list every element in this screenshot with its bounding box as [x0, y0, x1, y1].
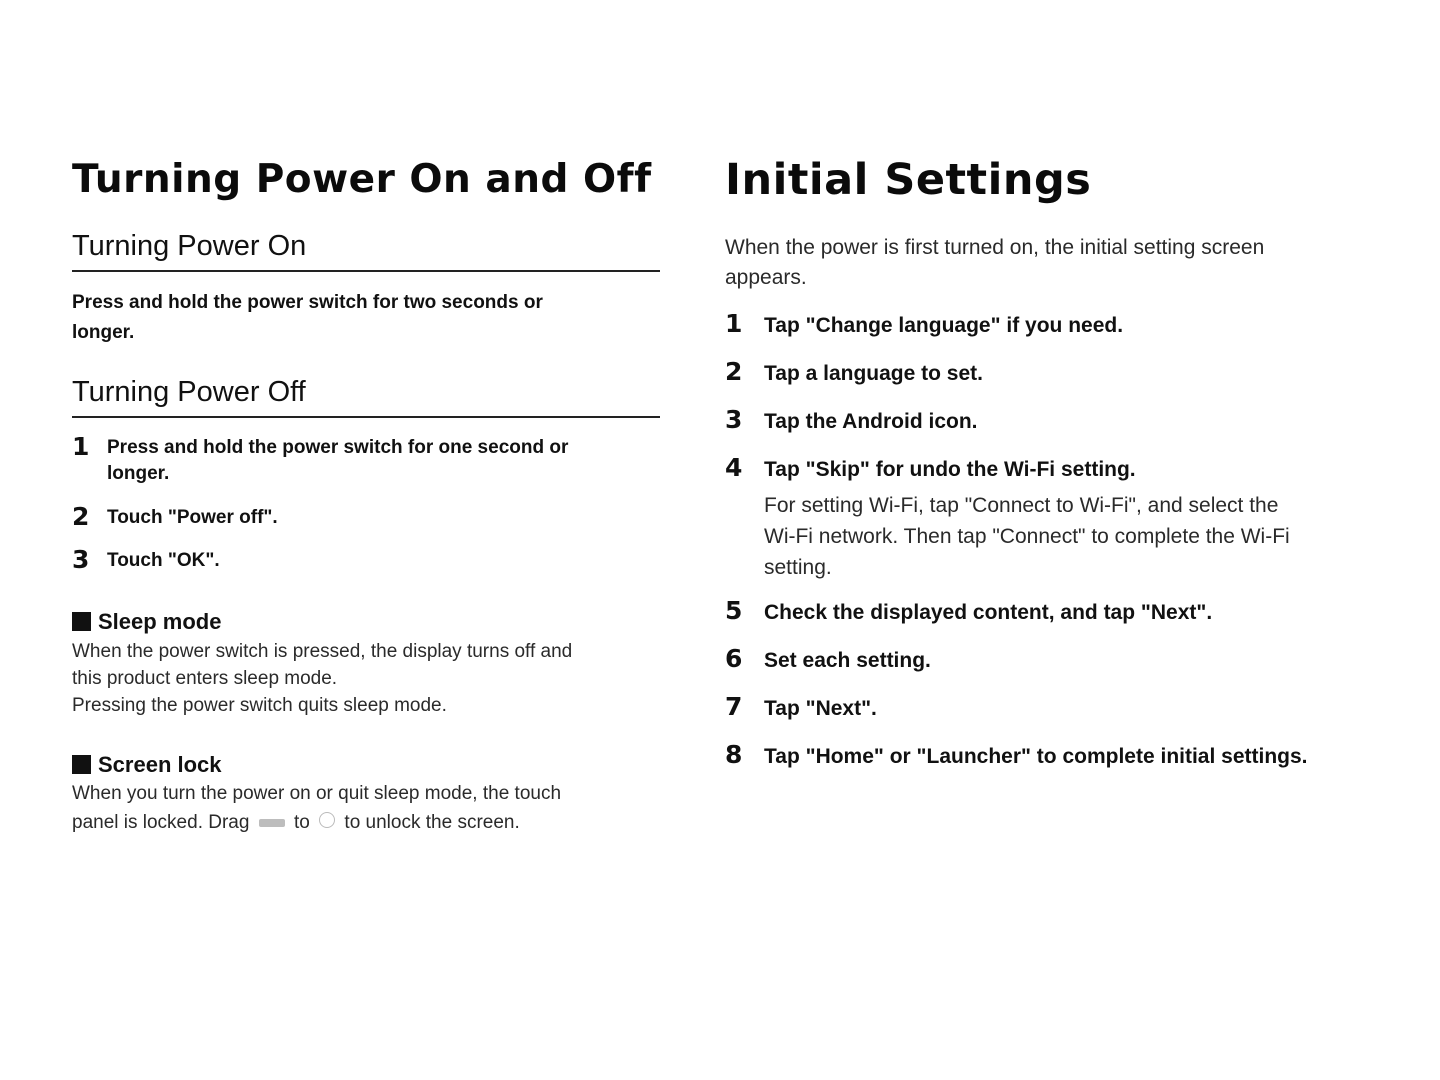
step-number: 3 [72, 545, 90, 574]
power-on-text-line: longer. [72, 322, 135, 343]
step-number: 2 [72, 502, 90, 531]
step-text: Touch "OK". [107, 550, 220, 571]
sleep-mode-heading-text: Sleep mode [98, 609, 222, 634]
screen-lock-line: When you turn the power on or quit sleep mode, the touch [72, 783, 562, 804]
screen-lock-text-part: panel is locked. Drag [72, 812, 250, 833]
initial-settings-intro [725, 233, 1405, 293]
step-detail-line: Wi-Fi network. Then tap "Connect" to complete the Wi-Fi [764, 525, 1290, 548]
slider-handle-icon [259, 819, 285, 827]
screen-lock-text-part: to unlock the screen. [344, 812, 520, 833]
heading-power-on: Turning Power On [72, 230, 660, 272]
sleep-mode-line: this product enters sleep mode. [72, 668, 338, 689]
step-number: 1 [725, 309, 743, 338]
step-number: 4 [725, 453, 743, 482]
step-number: 8 [725, 740, 743, 769]
step-number: 5 [725, 596, 743, 625]
step-text [107, 435, 647, 487]
screen-lock-heading [72, 752, 222, 778]
step-text: Tap "Next". [764, 697, 877, 720]
step-text-line: Press and hold the power switch for one second or [107, 437, 569, 458]
sleep-mode-line: Pressing the power switch quits sleep mode. [72, 695, 447, 716]
step-detail-line: For setting Wi-Fi, tap "Connect to Wi-Fi", and select the [764, 494, 1279, 517]
step-number: 6 [725, 644, 743, 673]
intro-line: appears. [725, 266, 807, 289]
step-text-line: longer. [107, 463, 170, 484]
sleep-mode-text [72, 638, 672, 719]
power-on-text [72, 288, 662, 348]
section-title-initial-settings: Initial Settings [725, 155, 1092, 205]
step-number: 2 [725, 357, 743, 386]
step-text: Touch "Power off". [107, 507, 278, 528]
heading-power-off: Turning Power Off [72, 376, 660, 418]
step-text: Tap "Skip" for undo the Wi-Fi setting. [764, 458, 1136, 481]
lock-circle-icon [319, 812, 335, 828]
screen-lock-text-part: to [294, 812, 310, 833]
step-detail-line: setting. [764, 556, 832, 579]
step-text: Tap "Home" or "Launcher" to complete initial settings. [764, 745, 1308, 768]
step-text: Tap the Android icon. [764, 410, 978, 433]
power-on-text-line: Press and hold the power switch for two seconds or [72, 292, 543, 313]
bullet-square-icon [72, 755, 91, 774]
step-text: Check the displayed content, and tap "Next". [764, 601, 1213, 624]
intro-line: When the power is first turned on, the initial setting screen [725, 236, 1265, 259]
screen-lock-text [72, 779, 672, 837]
sleep-mode-line: When the power switch is pressed, the display turns off and [72, 641, 573, 662]
sleep-mode-heading [72, 609, 221, 635]
screen-lock-heading-text: Screen lock [98, 752, 222, 777]
step-number: 7 [725, 692, 743, 721]
section-title-power: Turning Power On and Off [72, 157, 652, 202]
step-text: Tap a language to set. [764, 362, 983, 385]
step-4-detail [764, 490, 1404, 583]
bullet-square-icon [72, 612, 91, 631]
step-text: Tap "Change language" if you need. [764, 314, 1124, 337]
step-number: 1 [72, 432, 90, 461]
screen-lock-line [72, 808, 672, 837]
step-text: Set each setting. [764, 649, 931, 672]
step-number: 3 [725, 405, 743, 434]
